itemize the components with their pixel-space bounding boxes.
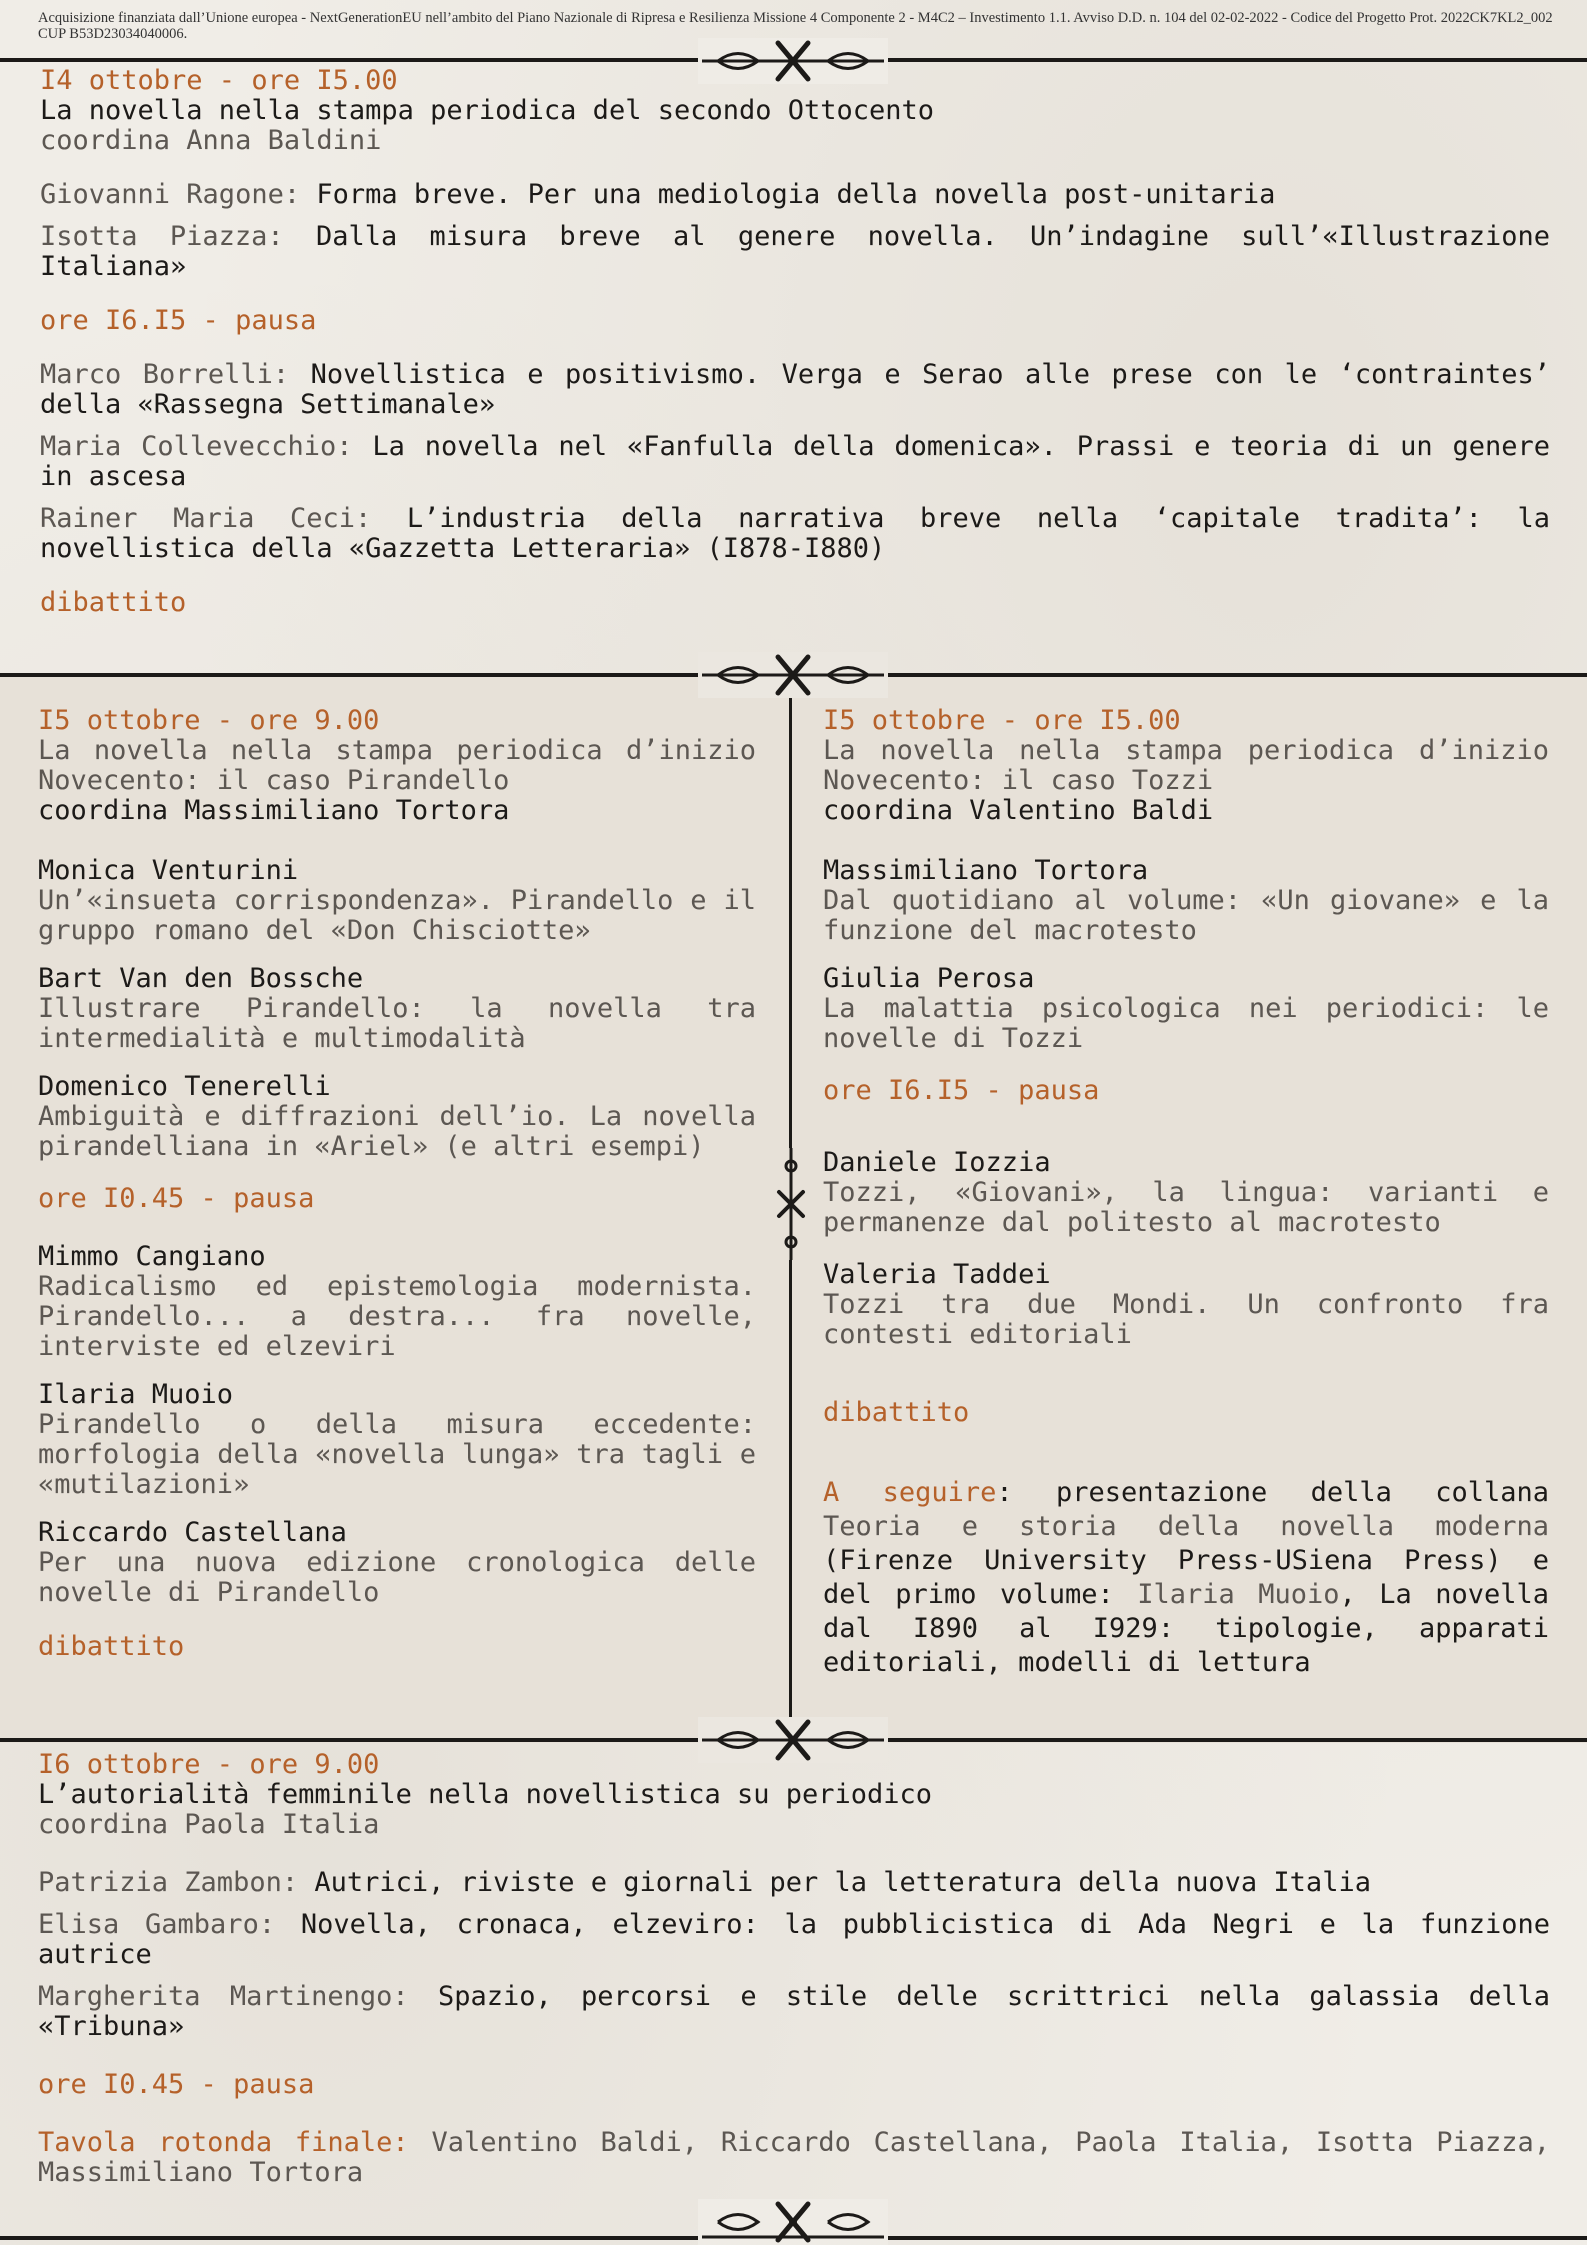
talk-title: Radicalismo ed epistemologia modernista. Pirandello... a destra... fra novelle, interviste ed elzeviri bbox=[38, 1271, 756, 1362]
talk-title: Forma breve. Per una mediologia della novella post-unitaria bbox=[316, 179, 1276, 210]
talk bbox=[38, 1982, 1550, 2042]
debate-label: dibattito bbox=[38, 1631, 185, 1662]
speaker: Maria Collevecchio: bbox=[40, 431, 353, 462]
speaker: Ilaria Muoio bbox=[38, 1379, 234, 1410]
talk-title: La novella nel «Fanfulla della domenica». Prassi e teoria di un genere in ascesa bbox=[40, 431, 1550, 492]
talk bbox=[38, 1380, 756, 1500]
speaker: Domenico Tenerelli bbox=[38, 1071, 331, 1102]
session-datetime: I4 ottobre - ore I5.00 bbox=[40, 65, 398, 96]
speaker: Valeria Taddei bbox=[823, 1259, 1051, 1290]
talk-title: Autrici, riviste e giornali per la letteratura della nuova Italia bbox=[314, 1867, 1371, 1898]
talk bbox=[38, 856, 756, 946]
speaker: Bart Van den Bossche bbox=[38, 963, 364, 994]
debate-label: dibattito bbox=[823, 1397, 970, 1428]
break-time: ore I0.45 - pausa bbox=[38, 2069, 315, 2100]
session-coordinator: coordina Paola Italia bbox=[38, 1809, 380, 1840]
talk bbox=[38, 1910, 1550, 1970]
volume-author: Ilaria Muoio bbox=[1137, 1579, 1340, 1610]
session-title: La novella nella stampa periodica d’inizio Novecento: il caso Tozzi bbox=[823, 735, 1549, 796]
speaker: Patrizia Zambon: bbox=[38, 1867, 299, 1898]
talk-title: Pirandello o della misura eccedente: morfologia della «novella lunga» tra tagli e «mutilazioni» bbox=[38, 1409, 756, 1500]
funding-note: Acquisizione finanziata dall’Unione europea - NextGenerationEU nell’ambito del Piano Nazionale di Ripresa e Resilienza Missione 4 Componente 2 - M4C2 – Investimento 1.1. Avviso D.D. n. 104 del 02-02-2022 - Codice del Progetto Prot. 2022CK7KL2_002 CUP B53D23034040006. bbox=[38, 10, 1553, 42]
speaker: Rainer Maria Ceci: bbox=[40, 503, 372, 534]
session-title: L’autorialità femminile nella novellistica su periodico bbox=[38, 1779, 933, 1810]
day1-section bbox=[40, 66, 1550, 618]
vertical-flourish-icon bbox=[774, 1148, 808, 1260]
roundtable-names: Valentino Baldi, Riccardo Castellana, Paola Italia, Isotta Piazza, Massimiliano Tortora bbox=[38, 2127, 1550, 2188]
talk bbox=[823, 964, 1549, 1054]
talk-title: Novellistica e positivismo. Verga e Serao alle prese con le ‘contraintes’ della «Rassegna Settimanale» bbox=[40, 359, 1550, 420]
talk-title: Per una nuova edizione cronologica delle novelle di Pirandello bbox=[38, 1547, 756, 1608]
speaker: Isotta Piazza: bbox=[40, 221, 284, 252]
talk bbox=[823, 1260, 1549, 1350]
speaker: Elisa Gambaro: bbox=[38, 1909, 276, 1940]
talk-title: Dalla misura breve al genere novella. Un’indagine sull’«Illustrazione Italiana» bbox=[40, 221, 1551, 282]
talk-title: Spazio, percorsi e stile delle scrittrici nella galassia della «Tribuna» bbox=[38, 1981, 1550, 2042]
followup-text: , La novella dal I890 al I929: tipologie, apparati editoriali, modelli di lettura bbox=[823, 1579, 1549, 1678]
flourish-ornament-icon bbox=[698, 652, 888, 698]
session-datetime: I5 ottobre - ore I5.00 bbox=[823, 705, 1181, 736]
talk-title: Un’«insueta corrispondenza». Pirandello e il gruppo romano del «Don Chisciotte» bbox=[38, 885, 756, 946]
talk-title: Tozzi tra due Mondi. Un confronto fra contesti editoriali bbox=[823, 1289, 1549, 1350]
talk bbox=[823, 856, 1549, 946]
speaker: Giulia Perosa bbox=[823, 963, 1035, 994]
debate-label: dibattito bbox=[40, 587, 187, 618]
flourish-ornament-icon bbox=[698, 2199, 888, 2245]
talk bbox=[38, 1518, 756, 1608]
session-coordinator: coordina Valentino Baldi bbox=[823, 795, 1214, 826]
day2-morning-section bbox=[38, 706, 756, 1662]
talk-title: Ambiguità e diffrazioni dell’io. La novella pirandelliana in «Ariel» (e altri esempi) bbox=[38, 1101, 756, 1162]
session-title: La novella nella stampa periodica d’inizio Novecento: il caso Pirandello bbox=[38, 735, 756, 796]
talk bbox=[40, 432, 1550, 492]
speaker: Massimiliano Tortora bbox=[823, 855, 1149, 886]
talk-title: Illustrare Pirandello: la novella tra intermedialità e multimodalità bbox=[38, 993, 756, 1054]
talk bbox=[40, 180, 1550, 210]
speaker: Mimmo Cangiano bbox=[38, 1241, 266, 1272]
day3-section bbox=[38, 1750, 1550, 2188]
talk-title: Novella, cronaca, elzeviro: la pubblicistica di Ada Negri e la funzione autrice bbox=[38, 1909, 1550, 1970]
talk bbox=[38, 1242, 756, 1362]
talk bbox=[38, 964, 756, 1054]
day2-afternoon-section bbox=[823, 706, 1549, 1680]
roundtable-label: Tavola rotonda finale: bbox=[38, 2127, 409, 2158]
speaker: Margherita Martinengo: bbox=[38, 1981, 409, 2012]
talk bbox=[40, 504, 1550, 564]
break-time: ore I0.45 - pausa bbox=[38, 1183, 315, 1214]
speaker: Marco Borrelli: bbox=[40, 359, 290, 390]
series-presentation bbox=[823, 1476, 1549, 1680]
session-coordinator: coordina Anna Baldini bbox=[40, 125, 382, 156]
break-time: ore I6.I5 - pausa bbox=[823, 1075, 1100, 1106]
talk bbox=[40, 360, 1550, 420]
break-time: ore I6.I5 - pausa bbox=[40, 305, 317, 336]
speaker: Daniele Iozzia bbox=[823, 1147, 1051, 1178]
talk bbox=[823, 1148, 1549, 1238]
session-datetime: I6 ottobre - ore 9.00 bbox=[38, 1749, 380, 1780]
speaker: Giovanni Ragone: bbox=[40, 179, 301, 210]
speaker: Riccardo Castellana bbox=[38, 1517, 347, 1548]
session-title: La novella nella stampa periodica del secondo Ottocento bbox=[40, 95, 935, 126]
talk bbox=[40, 222, 1550, 282]
talk bbox=[38, 1868, 1550, 1898]
series-name: Teoria e storia della novella moderna bbox=[823, 1511, 1549, 1542]
followup-text: (Firenze University Press-USiena Press) e del primo volume: bbox=[823, 1545, 1549, 1610]
speaker: Monica Venturini bbox=[38, 855, 299, 886]
talk-title: La malattia psicologica nei periodici: le novelle di Tozzi bbox=[823, 993, 1549, 1054]
session-coordinator: coordina Massimiliano Tortora bbox=[38, 795, 510, 826]
talk-title: Tozzi, «Giovani», la lingua: varianti e permanenze dal politesto al macrotesto bbox=[823, 1177, 1549, 1238]
talk-title: L’industria della narrativa breve nella ‘capitale tradita’: la novellistica della «Gazzetta Letteraria» (I878-I880) bbox=[40, 503, 1550, 564]
talk bbox=[38, 1072, 756, 1162]
followup-text: : presentazione della collana bbox=[996, 1477, 1549, 1508]
roundtable bbox=[38, 2128, 1550, 2188]
followup-label: A seguire bbox=[823, 1477, 997, 1508]
session-datetime: I5 ottobre - ore 9.00 bbox=[38, 705, 380, 736]
talk-title: Dal quotidiano al volume: «Un giovane» e la funzione del macrotesto bbox=[823, 885, 1549, 946]
